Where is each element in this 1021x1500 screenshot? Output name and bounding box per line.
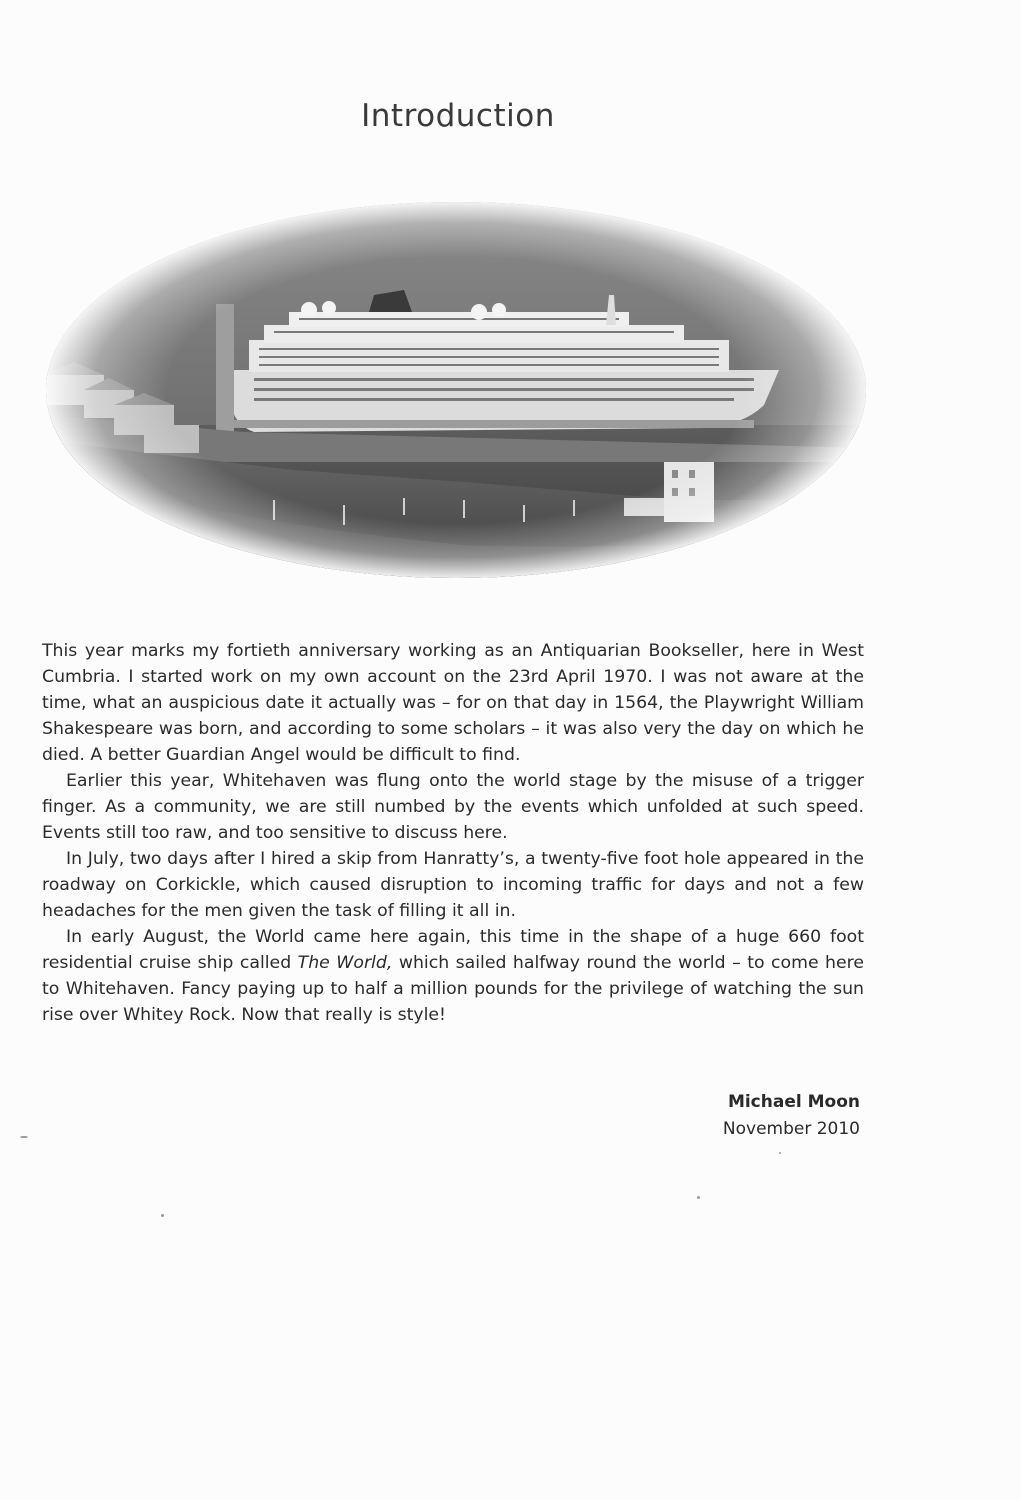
cruise-ship-photo — [44, 200, 868, 580]
cruise-ship-illustration — [44, 200, 868, 580]
paragraph — [42, 768, 864, 846]
introduction-text — [42, 638, 864, 1028]
paragraph — [42, 846, 864, 924]
paragraph-text: In July, two days after I hired a skip from Hanratty’s, a twenty-five foot hole appeared in the roadway on Corkickle, which caused disruption to incoming traffic for days and not a few headaches for the men given the task of filling it all in. — [42, 849, 864, 921]
paper-speck — [697, 1196, 700, 1199]
paragraph-text: which sailed halfway round the world – to come here to Whitehaven. Fancy paying up to half a million pounds for the privilege of watching the sun rise over Whitey Rock. Now that really is style! — [42, 953, 864, 1025]
paragraph — [42, 638, 864, 768]
paper-speck — [161, 1214, 164, 1217]
signature-block — [723, 1088, 860, 1142]
author-name: Michael Moon — [727, 1092, 860, 1112]
ship-name: The World, — [297, 953, 393, 973]
paragraph — [42, 924, 864, 1028]
page-title: Introduction — [361, 98, 555, 134]
signature-date: November 2010 — [722, 1119, 860, 1139]
paper-speck — [20, 1136, 28, 1138]
paragraph-text: Earlier this year, Whitehaven was flung onto the world stage by the misuse of a trigger finger. As a community, we are still numbed by the events which unfolded at such speed. Events still too raw, and too sensitive to discuss here. — [42, 771, 864, 843]
paragraph-text: In early August, the World came here again, this time in the shape of a huge 660 foot residential cruise ship called — [42, 927, 864, 973]
paper-speck — [779, 1152, 781, 1154]
paragraph-text: This year marks my fortieth anniversary working as an Antiquarian Bookseller, here in West Cumbria. I started work on my own account on the 23rd April 1970. I was not aware at the time, what an auspicious date it actually was – for on that day in 1564, the Playwright William Shakespeare was born, and according to some scholars – it was also very the day on which he died. A better Guardian Angel would be difficult to find. — [42, 641, 864, 765]
